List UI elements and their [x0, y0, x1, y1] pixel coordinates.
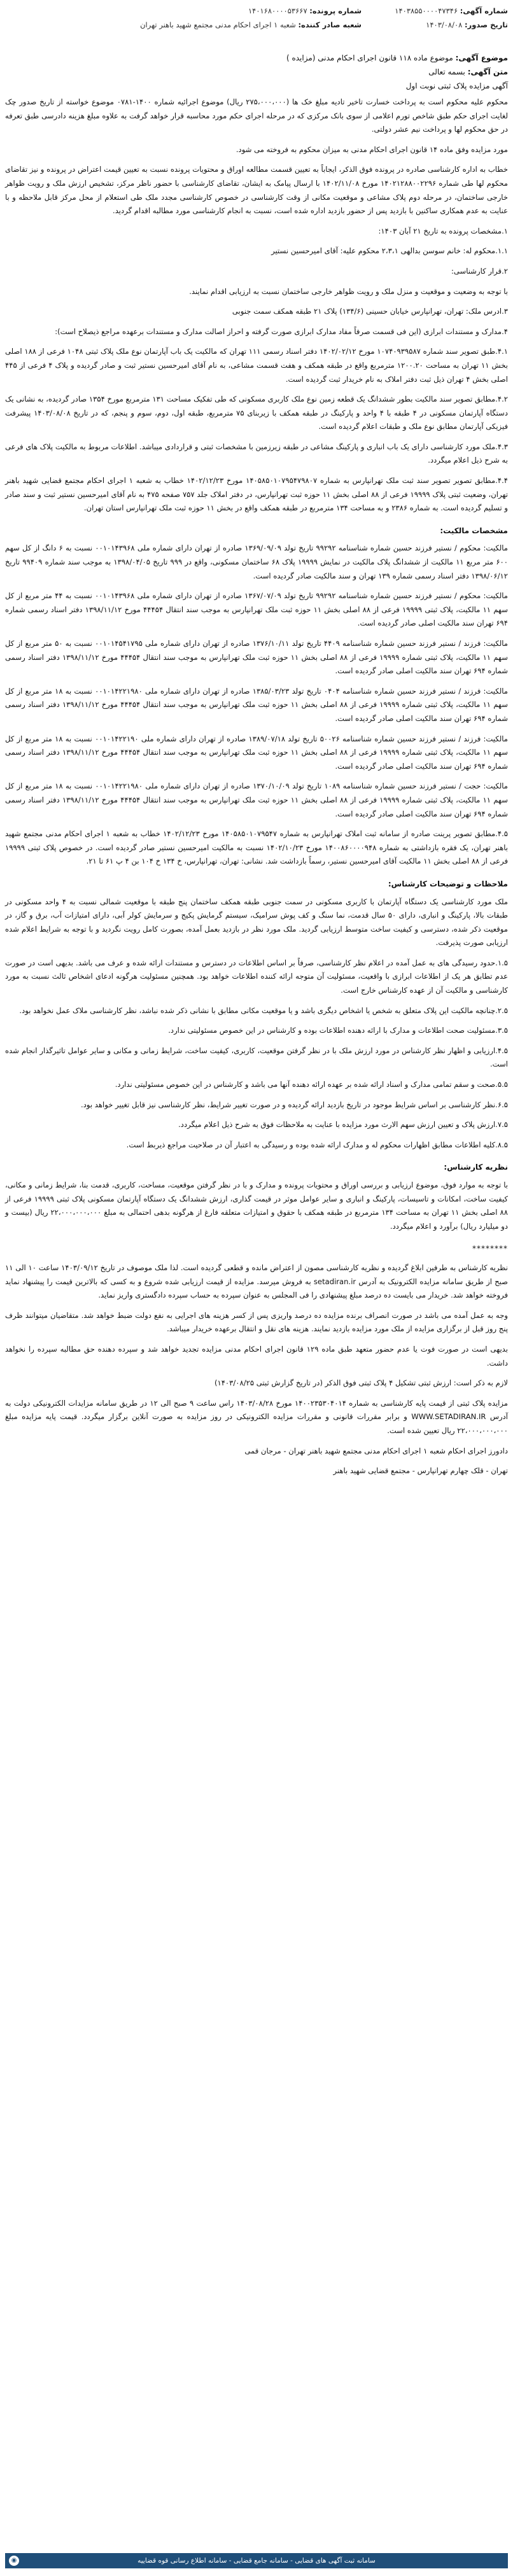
footer-bar [5, 2553, 508, 2568]
ad-code: شماره آگهی: ۱۴۰۳۸۵۵۰۰۰۰۴۷۳۴۶ [395, 6, 508, 15]
paragraph: مالکیت: حجت / نستیر فرزند حسین شماره شناسنامه ۱۰۸۹ تاریخ تولد ۱۳۷۰/۱۰/۰۹ صادره از تهران دارای شماره ملی ۰۰۱۰۱۴۲۲۱۹۸۰ نسبت به ۱۸ متر مربع از کل سهم ۱۱ مالکیت، پلاک ثبتی شماره ۱۹۹۹۹ فرعی از ۸۸ اصلی بخش ۱۱ حوزه ثبت ملک تهرانپارس به موجب سند انتقال ۴۴۴۵۴ مورخ ۱۳۹۸/۱۱/۱۲ دفتر اسناد رسمی شماره ۶۹۴ تهران سند مالکیت اصلی صادر گردیده است. [5, 781, 508, 818]
closing-paragraph: مزایده پلاک ثبتی از قیمت پایه کارشناسی به شماره ۱۴۰۰۲۳۵۳۰۴۰۱۴ مورخ ۱۴۰۳/۰۸/۲۸ راس ساعت ۹ صبح الی ۱۲ در طریق سامانه مزایدات الکترونیکی دولت به آدرس WWW.SETADIRAN.IR و برابر مقررات قانونی و مقررات مزایده الکترونیکی در روز مزایده به صورت آنلاین برگزار میگردد. قیمت پایه مزایده مبلغ ۲۲،۰۰۰،۰۰۰،۰۰۰ ریال تعیین شده است. [5, 1398, 509, 1435]
intro-title: آگهی مزایده پلاک ثبتی نوبت اول [405, 81, 508, 90]
subject-line: موضوع آگهی: موضوع ماده ۱۱۸ قانون اجرای احکام مدنی (مزایده ) [286, 53, 508, 62]
issue-date: تاریخ صدور: ۱۴۰۳/۰۸/۰۸ [426, 20, 508, 29]
paragraph: ۲.قرار کارشناسی: [451, 266, 508, 276]
opinion-paragraph: با توجه به موارد فوق، موضوع ارزیابی و بررسی اوراق و محتویات پرونده و مدارک و با در نظر گرفتن موقعیت، مساحت، کاربری، قدمت بنا، شرایط زمانی و مکانی، کیفیت ساخت، امکانات و تاسیسات، پارکینگ و انباری و سایر عوامل موثر در قیمت گذاری، ارزش ششدانگ یک دستگاه آپارتمان مسکونی پلاک ثبتی ۱۹۹۹۹ فرعی از ۸۸ اصلی بخش ۱۱ تهران به مساحت ۱۳۴ مترمربع در طبقه همکف با حقوق و امتیازات متعلقه فارغ از هرگونه بدهی احتمالی به مبلغ ۲۲،۰۰۰،۰۰۰،۰۰۰ ریال (بیست و دو میلیارد ریال) برآورد و اعلام میگردد. [5, 1180, 508, 1231]
judiciary-logo-icon: ◉ [9, 2556, 19, 2566]
closing-paragraph: بدیهی است در صورت فوت یا عدم حضور متعهد طبق ماده ۱۲۹ قانون اجرای احکام مدنی مزایده تجدید خواهد شد و سپرده دهنده حق مطالبه سپرده را نخواهد داشت. [5, 1344, 508, 1368]
paragraph: ۴.۵.مطابق تصویر پرینت صادره از سامانه ثبت املاک تهرانپارس به شماره ۱۴۰۵۸۵۰۱۰۷۹۵۴۷ مورخ ۱۴۰۲/۱۲/۲۳ خطاب به شعبه ۱ اجرای احکام مدنی مجتمع شهید باهنر تهران، یک فقره بازداشتی به شماره ۱۴۰۰۸۶۰۰۰۰۹۴۸ مورخ ۱۴۰۲/۱۰/۲۳ نسبت به مالکیت امیرحسین نستیر صادر گردیده است. در خصوص پلاک ثبتی ۱۹۹۹۹ فرعی از ۸۸ اصلی بخش ۱۱ مالکیت آقای امیرحسین نستیر، رسماً بازداشت شد. نشانی: تهران، تهرانپارس، خ ۱۳۴ خ ۱۰۴ بن ۴ پ ۶۱ تا ۲۱. [5, 829, 509, 866]
paragraph: ۴.۵.ارزیابی و اظهار نظر کارشناس در مورد ارزش ملک با در نظر گرفتن موقعیت، کاربری، کیفیت ساخت، شرایط زمانی و مکانی و سایر عوامل تاثیرگذار انجام شده است. [5, 1046, 508, 1069]
paragraph: ۴.۱.طبق تصویر سند شماره ۱۰۷۴۰۹۳۹۵۸۷ مورخ ۱۴۰۲/۰۲/۱۲ دفتر اسناد رسمی ۱۱۱ تهران که مالکیت یک باب آپارتمان نوع ملک پلاک ثبتی ۱۰۴۸ فرعی از ۱۸۸ اصلی بخش ۱۱ تهران به مساحت ۱۲۰۰.۲۰ مترمربع واقع در طبقه همکف و هفت قسمت مشاعی، به نام آقای امیرحسین نستیر ثبت و صادر گردیده و پلاک ۴ فرعی از ۴۴۵ اصلی بخش ۴ تهران ذیل ثبت دفتر املاک به نام خریدار ثبت گردیده است. [5, 347, 508, 384]
closing-paragraph: لازم به ذکر است: ارزش ثبتی تشکیل ۴ پلاک ثبتی فوق الذکر (در تاریخ گزارش ثبتی ۱۴۰۳/۰۸/۲۵) [214, 1378, 508, 1388]
footer-text: سامانه ثبت آگهی های قضایی - سامانه جامع قضایی - سامانه اطلاع رسانی قوه قضاییه [137, 2557, 376, 2565]
paragraph: ۴.۲.مطابق تصویر سند مالکیت بطور ششدانگ یک قطعه زمین نوع ملک کاربری مسکونی که طی تفکیک مساحت ۱۳۱ مترمربع مورخ ۱۳۵۴ صادر گردیده، به نشانی یک دستگاه آپارتمان مسکونی در ۴ طبقه با ۴ واحد و پارکینگ در طبقه همکف با زیربنای ۷۵ مترمربع، طبقه اول، دوم، سوم و پنجم، که در تاریخ ۱۴۰۳/۰۸/۰۸ پیشرفت فیزیکی آپارتمان مطابق نوع ملک و طبقات اعلام گردیده است. [5, 395, 509, 431]
section-heading: ملاحظات و توضیحات کارشناس: [388, 879, 508, 888]
issuing-office: شعبه صادر کننده: شعبه ۱ اجرای احکام مدنی مجتمع شهید باهنر تهران [140, 20, 362, 29]
notice-header [5, 6, 508, 42]
section-heading: نظریه کارشناس: [444, 1163, 508, 1172]
paragraph: مورد مزایده وفق ماده ۱۴ قانون اجرای احکام مدنی به میزان محکوم به فروخته می شود. [235, 144, 508, 154]
signature-line: دادورز اجرای احکام شعبه ۱ اجرای احکام مدنی مجتمع شهید باهنر تهران - مرجان قمی [244, 1446, 508, 1455]
paragraph: ۲.۵.چنانچه مالکیت این پلاک متعلق به شخص یا اشخاص دیگری باشد و یا موقعیت مکانی مطابق با نشانی ذکر شده نباشد، نظر کارشناسی ملاک عمل نخواهد بود. [19, 1005, 508, 1015]
paragraph: ۸.۵.کلیه اطلاعات مطابق اظهارات محکوم له و مدارک ارائه شده بوده و رسیدگی به اعتبار آن در صلاحیت مراجع ذیربط است. [126, 1140, 508, 1149]
paragraph: ۱.مشخصات پرونده به تاریخ ۲۱ آبان ۱۴۰۳: [378, 226, 508, 235]
paragraph: ۳.ادرس ملک: تهران، تهرانپارس خیابان حسینی (۱۳۴/۶) پلاک ۲۱ طبقه همکف سمت جنوبی [232, 307, 508, 316]
separator: ******** [472, 1244, 508, 1254]
paragraph: خطاب به اداره کارشناسی صادره در پرونده فوق الذکر، ایجاباً به تعیین قسمت مطالعه اوراق و محتویات پرونده نسبت به تعیین قیمت اعتراض در پرونده و نیز تقاضای محکوم لها طی شماره ۱۴۰۲۱۲۸۸۰۰۲۲۹۶ مورخ ۱۴۰۲/۱۱/۰۸ با ارسال پیامک به ایشان، تقاضای کارشناسی با حضور ناظر مرکز، تشخیص ارزش ملک و رویت ظواهر خارجی ساختمان، در مرحله دوم پلاک مشاعی و موقعیت مکانی از وقت کارشناسی در خصوص کارشناسی مجدد ملک طی استعلام از محل مرکز قابل ملاحظه و با عنایت به عدم همکاری ساکنین با بازدید پس از حضور بازدید اداره شده است، نسبت به انجام کارشناسی مورد مطالبه اقدام گردید. [5, 165, 508, 216]
paragraph: مالکیت: محکوم / نستیر فرزند حسین شماره شناسنامه ۹۹۲۹۲ تاریخ تولد ۱۳۶۷/۰۷/۰۹ صادره از تهران دارای شماره ملی ۰۰۱۰۱۴۳۹۶۸ نسبت به ۴۴ متر مربع از کل سهم ۱۱ مالکیت، پلاک ثبتی ۱۹۹۹۹ فرعی از ۸۸ اصلی بخش ۱۱ حوزه ثبت ملک تهرانپارس به موجب سند انتقال ۴۴۴۵۴ مورخ ۱۳۹۸/۱۱/۱۲ دفتر اسناد رسمی شماره ۶۹۴ تهران سند مالکیت اصلی صادر گردیده است. [5, 591, 508, 628]
section-heading: مشخصات مالکیت: [440, 526, 508, 535]
paragraph: مالکیت: فرزند / نستیر فرزند حسین شماره شناسنامه ۰۴۰۴ تاریخ تولد ۱۳۸۵/۰۳/۲۳ صادره از تهران دارای شماره ملی ۰۰۱۰۱۴۲۲۱۹۸۰ نسبت به ۱۸ متر مربع از کل سهم ۱۱ مالکیت، پلاک ثبتی شماره ۱۹۹۹۹ فرعی از ۸۸ اصلی بخش ۱۱ حوزه ثبت ملک تهرانپارس به موجب سند انتقال ۴۴۴۵۴ مورخ ۱۳۹۸/۱۱/۱۲ دفتر اسناد رسمی شماره ۶۹۴ تهران سند مالکیت اصلی صادر گردیده است. [5, 686, 508, 723]
paragraph: ۱.۵.حدود رسیدگی های به عمل آمده در اعلام نظر کارشناسی، صرفاً بر اساس اطلاعات در دسترس و مستندات ارائه شده و عرف می باشد. بدیهی است در صورت عدم تطابق هر یک از اطلاعات ابرازی با واقعیت، مسئولیت آن متوجه ارائه کننده اطلاعات خواهد بود. همچنین مسئولیت هرگونه ادعای اشخاص ثالث نسبت به مورد کارشناسی و مالکیت آن از عهده کارشناس خارج است. [5, 958, 508, 995]
paragraph: ۴.مدارک و مستندات ابرازی (این فی قسمت صرفاً مفاد مدارک ابرازی صورت گرفته و احراز اصالت مدارک و مستندات برعهده مراجع ذیصلاح است): [55, 326, 508, 336]
paragraph: مالکیت: محکوم / نستیر فرزند حسین شماره شناسنامه ۹۹۲۹۲ تاریخ تولد ۱۳۶۹/۰۹/۰۹ صادره از تهران دارای شماره ملی ۰۰۱۰۱۴۳۹۶۸ نسبت به ۶ دانگ از کل سهم ۶۰۰ متر مربع ۱۱ مالکیت از ششدانگ پلاک مالکیت در نمایش ۱۹۹۹۹ پلاک ۶۸ ساختمان مسکونی، واقع در ۹۹۹ تاریخ ۱۳۹۸/۰۴/۰۵ به موجب سند شماره ۹۹۴۰۹ تاریخ ۱۳۹۸/۰۶/۱۲ دفتر اسناد رسمی شماره ۱۳۹ تهران و سند مالکیت صادر گردیده است. [5, 543, 508, 580]
closing-paragraph: وجه به عمل آمده می باشد در صورت انصراف برنده مزایده ده درصد واریزی پس از کسر هزینه های اجرایی به نفع دولت ضبط خواهد شد. متقاضیان میتوانند ظرف پنج روز قبل از برگزاری مزایده از ملک مورد مزایده بازدید نمایند. هزینه های نقل و انتقال برعهده خریدار میباشد. [5, 1310, 508, 1334]
closing-paragraph: نظریه کارشناس به طرفین ابلاغ گردیده و نظریه کارشناسی مصون از اعتراض مانده و قطعی گردیده است. لذا ملک موصوف در تاریخ ۱۴۰۳/۰۹/۱۲ ساعت ۱۰ الی ۱۱ صبح از طریق سامانه مزایده الکترونیک به آدرس setadiran.ir به فروش میرسد. مزایده از قیمت ارزیابی شده شروع و به کسی که بالاترین قیمت را پیشنهاد نماید فروخته خواهد شد. خریدار می بایست ده درصد مبلغ پیشنهادی را فی المجلس به عنوان سپرده به حساب سپرده دادگستری واریز نماید. [5, 1263, 508, 1300]
document-page [5, 6, 508, 2568]
address-line: تهران - قلک چهارم تهرانپارس - مجتمع قضایی شهید باهنر [333, 1466, 508, 1476]
paragraph: ۴.۳.ملک مورد کارشناسی دارای یک باب انباری و پارکینگ مشاعی در طبقه زیرزمین با مشخصات ثبتی و قراردادی میباشد. اطلاعات مربوط به مالکیت پلاک های فرعی به شرح ذیل اعلام میگردد. [5, 442, 508, 465]
notice-body [5, 95, 508, 1478]
paragraph: ۱.۱.محکوم له: خانم سوسن بدالهی ۲،۳،۱ محکوم علیه: آقای امیرحسین نستیر [271, 246, 508, 256]
paragraph: ملک مورد کارشناسی یک دستگاه آپارتمان با کاربری مسکونی در سمت جنوبی طبقه همکف ساختمان پنج طبقه با موقعیت شمالی نسبت به ۴ واحد مسکونی در طبقات بالا، پارکینگ و انباری، دارای ۵۰ سال قدمت، نما سنگ و کف پوش سرامیک، سیستم گرمایش پکیج و سرمایش کولر آبی، دارای امتیازات آب، برق و گاز، در موقعیت ذکر شده، دسترسی و کیفیت ساخت متوسط ارزیابی گردید. ملک مورد نظر در بازدید بعمل آمده، بصورت کامل رویت نگردید و با توجه به شرایط اعلام شده ارزیابی صورت پذیرفت. [5, 897, 508, 948]
file-number: شماره پرونده: ۱۴۰۱۶۸۰۰۰۰۵۳۶۶۷ [248, 6, 362, 15]
paragraph: ۷.۵.ارزش پلاک و تعیین ارزش سهم الارث مورد مزایده با عنایت به ملاحظات فوق به شرح ذیل اعلام میگردد. [178, 1120, 508, 1130]
text-line: متن آگهی: بسمه تعالی [428, 67, 508, 76]
paragraph: ۴.۴.مطابق تصویر تصویر سند ثبت ملک تهرانپارس به شماره ۱۴۰۵۸۵۰۱۰۷۹۵۴۷۹۸۰۷ مورخ ۱۴۰۲/۱۲/۲۳ خطاب به شعبه ۱ اجرای احکام مجتمع قضایی شهید باهنر تهران، وضعیت ثبتی پلاک ۱۹۹۹۹ فرعی از ۸۸ اصلی بخش ۱۱ حوزه ثبت تهرانپارس، در دفتر املاک جلد ۷۵۷ صفحه ۴۷۵ به نام آقای امیرحسین نستیر ثبت و سند صادر و تسلیم گردیده است. به شماره ۲۳۸۶ و به مساحت ۱۳۴ مترمربع در طبقه همکف واقع در بخش ۱۱ حوزه ثبت ملک تهرانپارس استان تهران. [5, 476, 508, 513]
paragraph: مالکیت: فرزند / نستیر فرزند حسین شماره شناسنامه ۴۴۰۹ تاریخ تولد ۱۳۷۶/۱۰/۱۱ صادره از تهران دارای شماره ملی ۰۰۱۰۱۴۵۴۱۷۹۵ نسبت به ۵۰ متر مربع از کل سهم ۱۱ مالکیت، پلاک ثبتی شماره ۱۹۹۹۹ فرعی از ۸۸ اصلی بخش ۱۱ حوزه ثبت ملک تهرانپارس به موجب سند انتقال ۴۴۴۵۴ مورخ ۱۳۹۸/۱۱/۱۲ دفتر اسناد رسمی شماره ۶۹۴ تهران سند مالکیت اصلی صادر گردیده است. [5, 639, 508, 676]
paragraph: مالکیت: فرزند / نستیر فرزند حسین شماره شناسنامه ۵۰۰۲۶ تاریخ تولد ۱۳۸۹/۰۷/۱۸ صادره از تهران دارای شماره ملی ۰۰۱۰۱۴۲۲۱۹۰ نسبت به ۱۸ متر مربع از کل سهم ۱۱ مالکیت، پلاک ثبتی شماره ۱۹۹۹۹ فرعی از ۸۸ اصلی بخش ۱۱ حوزه ثبت ملک تهرانپارس به موجب سند انتقال ۴۴۴۵۴ مورخ ۱۳۹۸/۱۱/۱۲ دفتر اسناد رسمی شماره ۶۹۴ تهران سند مالکیت اصلی صادر گردیده است. [5, 734, 508, 771]
paragraph: ۶.۵.نظر کارشناسی بر اساس شرایط موجود در تاریخ بازدید ارائه گردیده و در صورت تغییر شرایط، نظر کارشناسی نیز قابل تغییر خواهد بود. [81, 1100, 508, 1109]
paragraph: با توجه به وضعیت و موقعیت و منزل ملک و رویت ظواهر خارجی ساختمان نسبت به ارزیابی اقدام نمایند. [189, 286, 508, 296]
subject-block [5, 51, 508, 93]
paragraph: ۵.۵.صحت و سقم تمامی مدارک و اسناد ارائه شده بر عهده ارائه دهنده آنها می باشد و کارشناس در این خصوص مسئولیتی ندارد. [115, 1080, 508, 1089]
paragraph: محکوم علیه محکوم است به پرداخت خسارت تاخیر تادیه مبلغ خک ها (۲۷۵،۰۰۰،۰۰۰ ریال) موضوع اجرائیه شماره ۱۴۰۰-۰۷۸۱ موضوع خواسته از تاریخ صدور چک لغایت اجرای حکم طبق شاخص تورم اعلامی از سوی بانک مرکزی که در مرحله اجرای حکم مورد محاسبه قرار خواهد گرفت به علاوه مبلغ هزینه دادرسی طبق تعرفه در حق محکوم لها و پرداخت نیم عشر دولتی. [5, 97, 508, 134]
paragraph: ۳.۵.مسئولیت صحت اطلاعات و مدارک با ارائه دهنده اطلاعات بوده و کارشناس در این خصوص مسئولیتی ندارد. [168, 1026, 508, 1035]
